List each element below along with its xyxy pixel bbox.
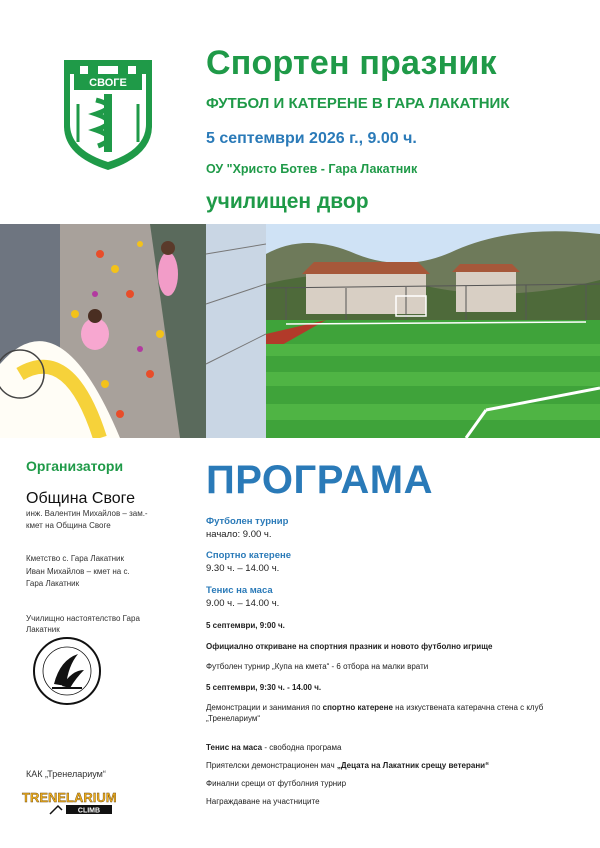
trenelarium-logo [20, 786, 116, 816]
schedule-finals: Финални срещи от футболния турнир [206, 779, 347, 788]
schedule-climbing-club: „Тренелариум“ [206, 714, 261, 723]
tennis-rest: - свободна програма [262, 743, 342, 752]
schedule-slot-2-time: 5 септември, 9:30 ч. - 14.00 ч. [206, 683, 322, 692]
event-time-tennis: 9.00 ч. – 14.00 ч. [206, 598, 280, 609]
football-field-photo [266, 224, 600, 438]
schedule-tournament: Футболен турнир „Купа на кмета“ - 6 отбора на малки врати [206, 662, 429, 671]
schedule-tennis [206, 743, 341, 752]
schedule-friendly-match [206, 761, 489, 770]
tennis-bold: Тенис на маса [206, 743, 263, 752]
school-board-title: Училищно настоятелство Гара Лакатник [26, 614, 140, 634]
demo-prefix: Демонстрации и занимания по [206, 703, 323, 712]
event-subtitle: ФУТБОЛ И КАТЕРЕНЕ В ГАРА ЛАКАТНИК [206, 95, 510, 112]
event-title-tennis: Тенис на маса [206, 585, 273, 596]
event-time-football: начало: 9.00 ч. [206, 529, 272, 540]
mayoralty-name: Кметство с. Гара Лакатник [26, 554, 125, 563]
demo-suffix: на изкуствената катерачна стена с клуб [392, 703, 544, 712]
municipality-representative: инж. Валентин Михайлов – зам.-кмет на Община Своге [26, 509, 148, 530]
friendly-bold: „Децата на Лакатник срещу ветерани“ [336, 761, 490, 770]
event-venue: ОУ "Христо Ботев - Гара Лакатник [206, 162, 418, 176]
municipality-name: Община Своге [26, 490, 136, 507]
schedule-opening: Официално откриване на спортния празник и новото футболно игрище [206, 642, 493, 651]
organizers-heading: Организатори [26, 458, 124, 474]
event-title-football: Футболен турнир [206, 516, 289, 527]
municipality-crest [60, 56, 156, 172]
event-location: училищен двор [206, 190, 369, 213]
event-title-climbing: Спортно катерене [206, 550, 291, 561]
school-seal-logo [32, 636, 102, 706]
friendly-prefix: Приятелски демонстрационен мач [206, 761, 337, 770]
demo-bold: спортно катерене [322, 703, 393, 712]
mayoralty-representative: Иван Михайлов – кмет на с. Гара Лакатник [26, 567, 130, 588]
event-time-climbing: 9.30 ч. – 14.00 ч. [206, 563, 280, 574]
schedule-awards: Награждаване на участниците [206, 797, 320, 806]
crest-text: СВОГЕ [89, 77, 127, 89]
club-logo-sub: CLIMB [77, 807, 101, 815]
schedule-climbing-demo [206, 703, 543, 712]
club-name: КАК „Тренелариум“ [26, 769, 106, 779]
climbing-wall-photo [0, 224, 266, 438]
club-logo-text: TRENELARIUM [22, 790, 116, 805]
event-date: 5 септември 2026 г., 9.00 ч. [206, 130, 417, 147]
page-title: Спортен празник [206, 44, 497, 82]
schedule-slot-1-time: 5 септември, 9:00 ч. [206, 621, 285, 630]
programme-heading: ПРОГРАМА [206, 458, 433, 502]
